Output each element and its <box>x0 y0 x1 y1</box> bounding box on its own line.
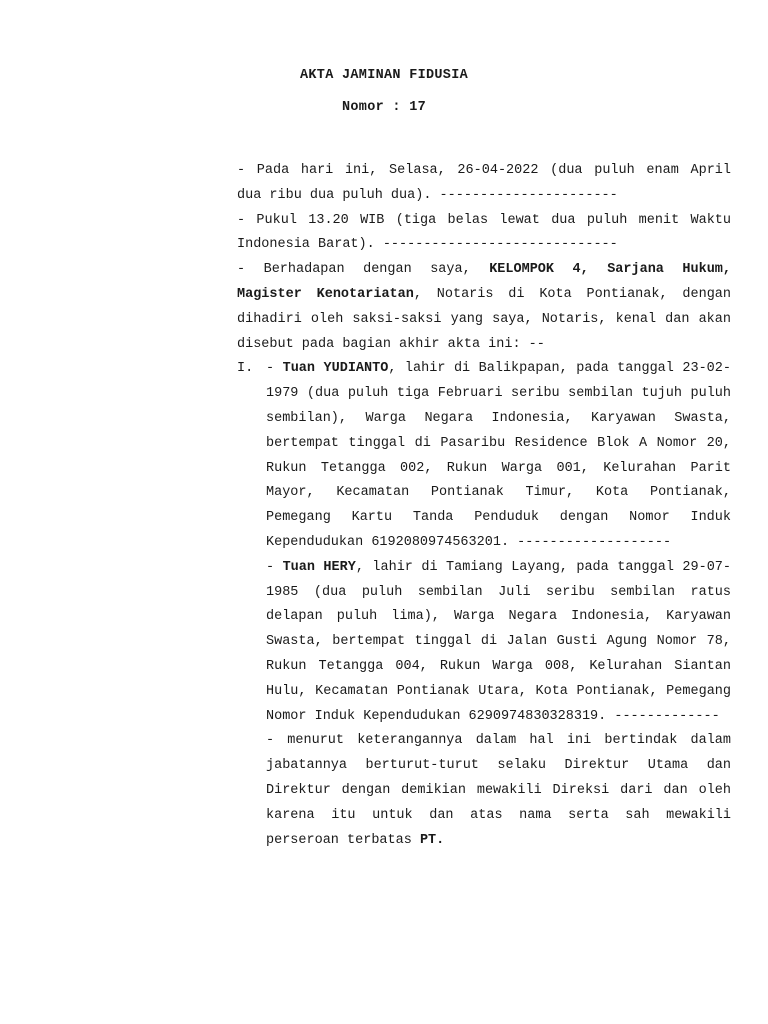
deed-title: AKTA JAMINAN FIDUSIA <box>299 68 469 83</box>
party-second-dash: - <box>266 559 283 575</box>
deed-body <box>237 159 731 853</box>
party-capacity-text: - menurut keterangannya dalam hal ini bertindak dalam jabatannya berturut-turut selaku Direktur Utama dan Direktur dengan demikian mewakili Direksi dari dan oleh karena itu untuk dan atas nama serta sah mewakili perseroan terbatas <box>266 733 731 848</box>
party-list-marker: I. <box>237 361 254 377</box>
party-second-name: Tuan HERY <box>282 559 356 575</box>
party-second <box>237 556 731 730</box>
paragraph-date: - Pada hari ini, Selasa, 26-04-2022 (dua puluh enam April dua ribu dua puluh dua). ---------------------- <box>237 163 731 203</box>
party-capacity <box>237 729 731 853</box>
notary-details: , Notaris di Kota Pontianak, dengan dihadiri oleh saksi-saksi yang saya, Notaris, kenal dan akan disebut pada bagian akhir akta ini: -- <box>237 286 731 352</box>
company-prefix: PT. <box>419 832 445 848</box>
party-first-name: Tuan YUDIANTO <box>282 361 389 377</box>
party-first <box>237 357 731 555</box>
deed-number: Nomor : 17 <box>341 100 426 115</box>
party-first-dash: - <box>266 361 283 377</box>
notary-intro: - Berhadapan dengan saya, <box>237 262 490 278</box>
paragraph-time: - Pukul 13.20 WIB (tiga belas lewat dua puluh menit Waktu Indonesia Barat). ----------------------------- <box>237 212 731 253</box>
paragraph-notary <box>237 258 731 357</box>
party-second-details: , lahir di Tamiang Layang, pada tanggal 29-07-1985 (dua puluh sembilan Juli seribu sembilan ratus delapan puluh lima), Warga Negara Indonesia, Karyawan Swasta, bertempat tinggal di Jalan Gusti Agung Nomor 78, Rukun Tetangga 004, Rukun Warga 008, Kelurahan Siantan Hulu, Kecamatan Pontianak Utara, Kota Pontianak, Pemegang Nomor Induk Kependudukan 6290974830328319. ------------- <box>266 559 731 724</box>
notary-name: KELOMPOK 4, Sarjana Hukum, Magister Kenotariatan <box>237 262 732 302</box>
party-first-details: , lahir di Balikpapan, pada tanggal 23-02-1979 (dua puluh tiga Februari seribu sembilan tujuh puluh sembilan), Warga Negara Indonesia, Karyawan Swasta, bertempat tinggal di Pasaribu Residence Blok A Nomor 20, Rukun Tetangga 002, Rukun Warga 001, Kelurahan Parit Mayor, Kecamatan Pontianak Timur, Kota Pontianak, Pemegang Kartu Tanda Penduduk dengan Nomor Induk Kependudukan 6192080974563201. ------------------- <box>266 361 731 550</box>
